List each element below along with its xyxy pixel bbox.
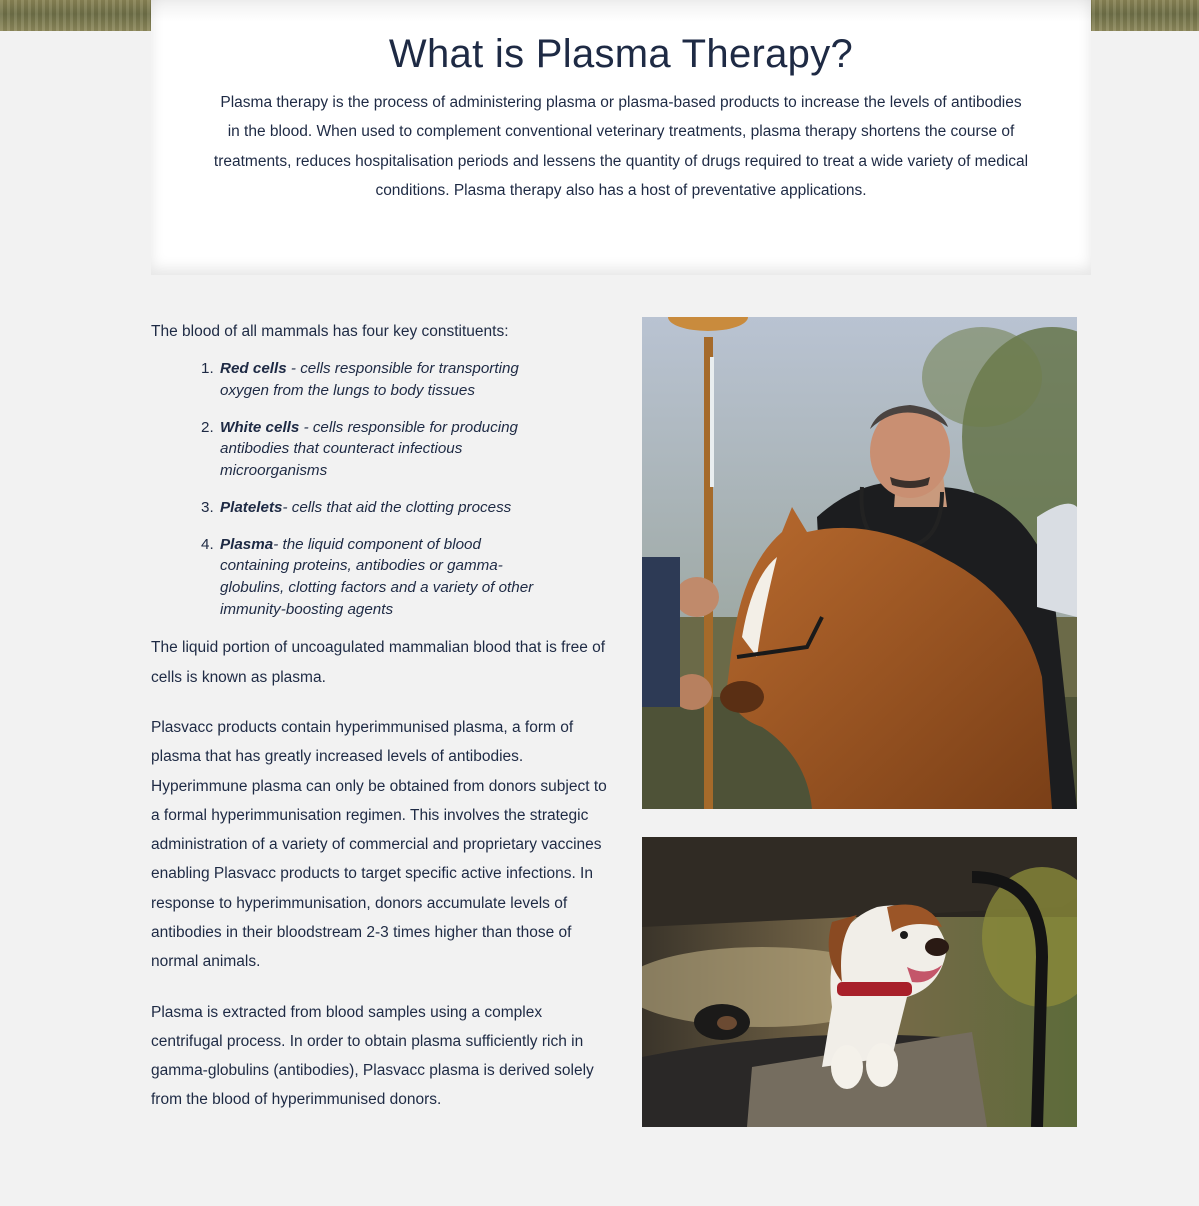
list-number: 1.: [201, 360, 214, 378]
vet-foal-photo: [642, 317, 1077, 809]
constituents-lead: The blood of all mammals has four key constituents:: [151, 323, 509, 340]
dog-vehicle-photo: [642, 837, 1077, 1127]
list-desc: - cells responsible for transporting oxygen from the lungs to body tissues: [220, 360, 519, 399]
list-item: [201, 417, 551, 482]
list-term: Plasma: [220, 535, 274, 553]
hyperimmune-paragraph: Plasvacc products contain hyperimmunised plasma, a form of plasma that has greatly increased levels of antibodies. Hyperimmune plasma can only be obtained from donors subject to a formal hyperimmunisation regimen. This involves the strategic administration of a variety of commercial and proprietary vaccines enabling Plasvacc products to target specific active infections. In response to hyperimmunisation, donors accumulate levels of antibodies in their bloodstream 2-3 times higher than those of normal animals.: [151, 718, 607, 971]
page-title: What is Plasma Therapy?: [388, 32, 854, 76]
list-number: 4.: [201, 535, 214, 553]
list-text: [220, 497, 511, 519]
constituents-list: [201, 358, 551, 620]
list-desc: - cells responsible for producing antibodies that counteract infectious microorganisms: [220, 418, 518, 480]
list-term: White cells: [220, 418, 300, 436]
main-content: [151, 317, 613, 1136]
intro-card: [151, 0, 1091, 275]
list-text: [220, 417, 551, 482]
list-desc: - the liquid component of blood containing proteins, antibodies or gamma-globulins, clotting factors and a variety of other immunity-boosting agents: [220, 535, 534, 618]
plasma-definition-paragraph: The liquid portion of uncoagulated mammalian blood that is free of cells is known as plasma.: [151, 639, 606, 686]
list-term: Red cells: [220, 360, 287, 378]
card-shadow: [151, 0, 1091, 22]
dog-vehicle-illustration: [642, 837, 1077, 1127]
list-item: [201, 534, 551, 621]
list-term: Platelets: [220, 498, 283, 516]
extraction-paragraph: Plasma is extracted from blood samples using a complex centrifugal process. In order to obtain plasma sufficiently rich in gamma-globulins (antibodies), Plasvacc plasma is derived solely from the blood of hyperimmunised donors.: [151, 1003, 594, 1109]
list-number: 2.: [201, 418, 214, 436]
intro-paragraph: Plasma therapy is the process of administering plasma or plasma-based products to increase the levels of antibodies in the blood. When used to complement conventional veterinary treatments, plasma therapy shortens the course of treatments, reduces hospitalisation periods and lessens the quantity of drugs required to treat a wide variety of medical conditions. Plasma therapy also has a host of preventative applications.: [213, 94, 1029, 200]
list-desc: - cells that aid the clotting process: [282, 498, 512, 516]
list-item: [201, 358, 551, 401]
list-text: [220, 358, 551, 401]
list-item: [201, 497, 551, 519]
list-number: 3.: [201, 498, 214, 516]
list-text: [220, 534, 551, 621]
vet-foal-illustration: [642, 317, 1077, 809]
